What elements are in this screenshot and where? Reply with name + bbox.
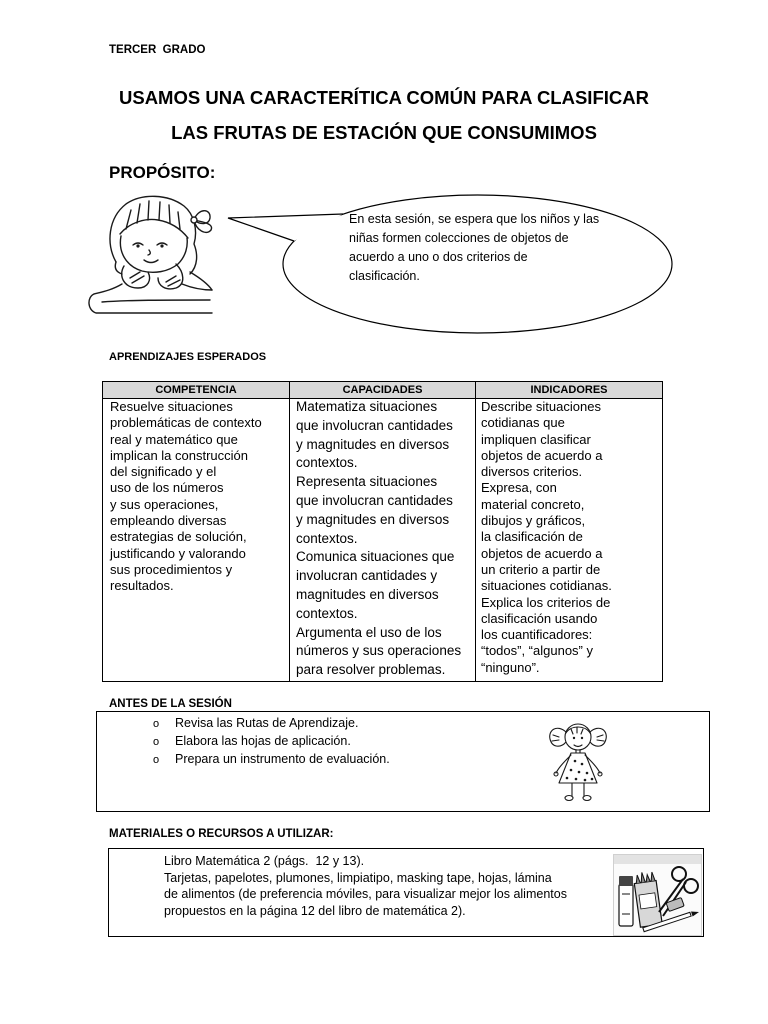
bubble-text-line: clasificación. (349, 269, 420, 283)
aprendizajes-heading: APRENDIZAJES ESPERADOS (109, 351, 267, 363)
capacidades-line: Representa situaciones (296, 474, 438, 490)
capacidades-line: Matematiza situaciones (296, 399, 438, 414)
list-item (97, 714, 709, 732)
capacidades-line: involucran cantidades y (296, 568, 438, 584)
capacidades-line: contextos. (296, 455, 358, 471)
list-item-text: Elabora las hojas de aplicación. (175, 734, 351, 748)
indicadores-line: clasificación usando (481, 610, 598, 626)
list-item (97, 732, 709, 750)
folded-arms (89, 294, 212, 313)
left-pigtail (550, 728, 566, 746)
indicadores-line: Expresa, con (481, 480, 557, 496)
materiales-line: de alimentos (de preferencia móviles, para visualizar mejor los alimentos (164, 887, 567, 902)
competencia-line: implican la construcción (110, 447, 249, 463)
bullet-icon: o (153, 736, 160, 748)
competencia-line: justificando y valorando (110, 545, 246, 561)
indicadores-line: “ninguno”. (481, 659, 540, 675)
materiales-line: Libro Matemática 2 (págs. 12 y 13). (164, 854, 365, 868)
capacidades-line: magnitudes en diversos (296, 586, 439, 602)
competencia-line: problemáticas de contexto (110, 415, 262, 431)
indicadores-line: material concreto, (481, 496, 585, 512)
indicadores-line: Describe situaciones (481, 399, 601, 414)
cell-competencia (103, 399, 290, 682)
competencia-line: estrategias de solución, (110, 529, 247, 545)
indicadores-line: diversos criterios. (481, 464, 583, 480)
antes-box (96, 711, 710, 812)
list-item (97, 750, 709, 768)
table-header-row (103, 382, 663, 399)
grade-label: TERCER GRADO (109, 44, 206, 56)
indicadores-line: objetos de acuerdo a (481, 447, 603, 463)
indicadores-line: dibujos y gráficos, (481, 513, 586, 529)
antes-heading: ANTES DE LA SESIÓN (109, 698, 232, 710)
header-capacidades: CAPACIDADES (290, 382, 476, 399)
indicadores-line: objetos de acuerdo a (481, 545, 603, 561)
antes-list (97, 714, 709, 768)
header-indicadores: INDICADORES (476, 382, 663, 399)
bubble-text (349, 210, 599, 286)
list-item-text: Prepara un instrumento de evaluación. (175, 752, 390, 766)
indicadores-text (476, 399, 662, 676)
indicadores-line: los cuantificadores: (481, 627, 593, 643)
proposito-heading: PROPÓSITO: (109, 163, 216, 182)
bubble-text-line: acuerdo a uno o dos criterios de (349, 250, 528, 264)
table-row (103, 399, 663, 682)
capacidades-line: Comunica situaciones que (296, 549, 455, 565)
capacidades-line: que involucran cantidades (296, 417, 453, 433)
list-item-text: Revisa las Rutas de Aprendizaje. (175, 716, 359, 730)
materiales-line: Tarjetas, papelotes, plumones, limpiatipo, masking tape, hojas, lámina (164, 870, 552, 885)
competencia-line: Resuelve situaciones (110, 399, 233, 414)
glue-bottle (619, 884, 633, 926)
girl-thinking-icon (86, 192, 216, 320)
capacidades-line: contextos. (296, 605, 358, 621)
competencia-text (103, 399, 289, 595)
competencia-line: del significado y el (110, 464, 217, 480)
right-pigtail (590, 728, 606, 746)
cell-capacidades (290, 399, 476, 682)
competencia-line: resultados. (110, 578, 174, 594)
bangs (120, 220, 188, 238)
competencia-line: empleando diversas (110, 513, 227, 529)
bubble-text-line: En esta sesión, se espera que los niños y las (349, 212, 600, 226)
materiales-line: propuestos en la página 12 del libro de matemática 2). (164, 904, 466, 919)
bullet-icon: o (153, 718, 160, 730)
aprendizajes-table (102, 381, 663, 682)
cell-indicadores (476, 399, 663, 682)
materiales-heading: MATERIALES O RECURSOS A UTILIZAR: (109, 828, 334, 840)
indicadores-line: impliquen clasificar (481, 431, 591, 447)
bullet-icon: o (153, 754, 160, 766)
capacidades-line: para resolver problemas. (296, 662, 446, 678)
competencia-line: sus procedimientos y (110, 561, 233, 577)
materiales-text (164, 853, 567, 920)
capacidades-line: que involucran cantidades (296, 492, 453, 508)
capacidades-line: contextos. (296, 530, 358, 546)
capacidades-line: números y sus operaciones (296, 643, 462, 659)
capacidades-line: y magnitudes en diversos (296, 511, 450, 527)
header-competencia: COMPETENCIA (103, 382, 290, 399)
bubble-text-line: niñas formen colecciones de objetos de (349, 231, 569, 245)
competencia-line: y sus operaciones, (110, 496, 219, 512)
face-outline (120, 236, 187, 272)
capacidades-line: y magnitudes en diversos (296, 436, 450, 452)
competencia-line: real y matemático que (110, 431, 238, 447)
title-line-1: USAMOS UNA CARACTERÍTICA COMÚN PARA CLASIFICAR (119, 87, 649, 108)
indicadores-line: Explica los criterios de (481, 594, 611, 610)
left-hand (122, 266, 150, 288)
indicadores-line: la clasificación de (481, 529, 583, 545)
title-line-2: LAS FRUTAS DE ESTACIÓN QUE CONSUMIMOS (171, 122, 597, 143)
indicadores-line: un criterio a partir de (481, 561, 601, 577)
indicadores-line: situaciones cotidianas. (481, 578, 612, 594)
girl-standing-icon (547, 717, 609, 805)
capacidades-text (290, 398, 475, 680)
capacidades-line: Argumenta el uso de los (296, 624, 442, 640)
indicadores-line: cotidianas que (481, 415, 565, 431)
indicadores-line: “todos”, “algunos” y (481, 643, 593, 659)
school-supplies-icon (613, 854, 702, 936)
competencia-line: uso de los números (110, 480, 224, 496)
